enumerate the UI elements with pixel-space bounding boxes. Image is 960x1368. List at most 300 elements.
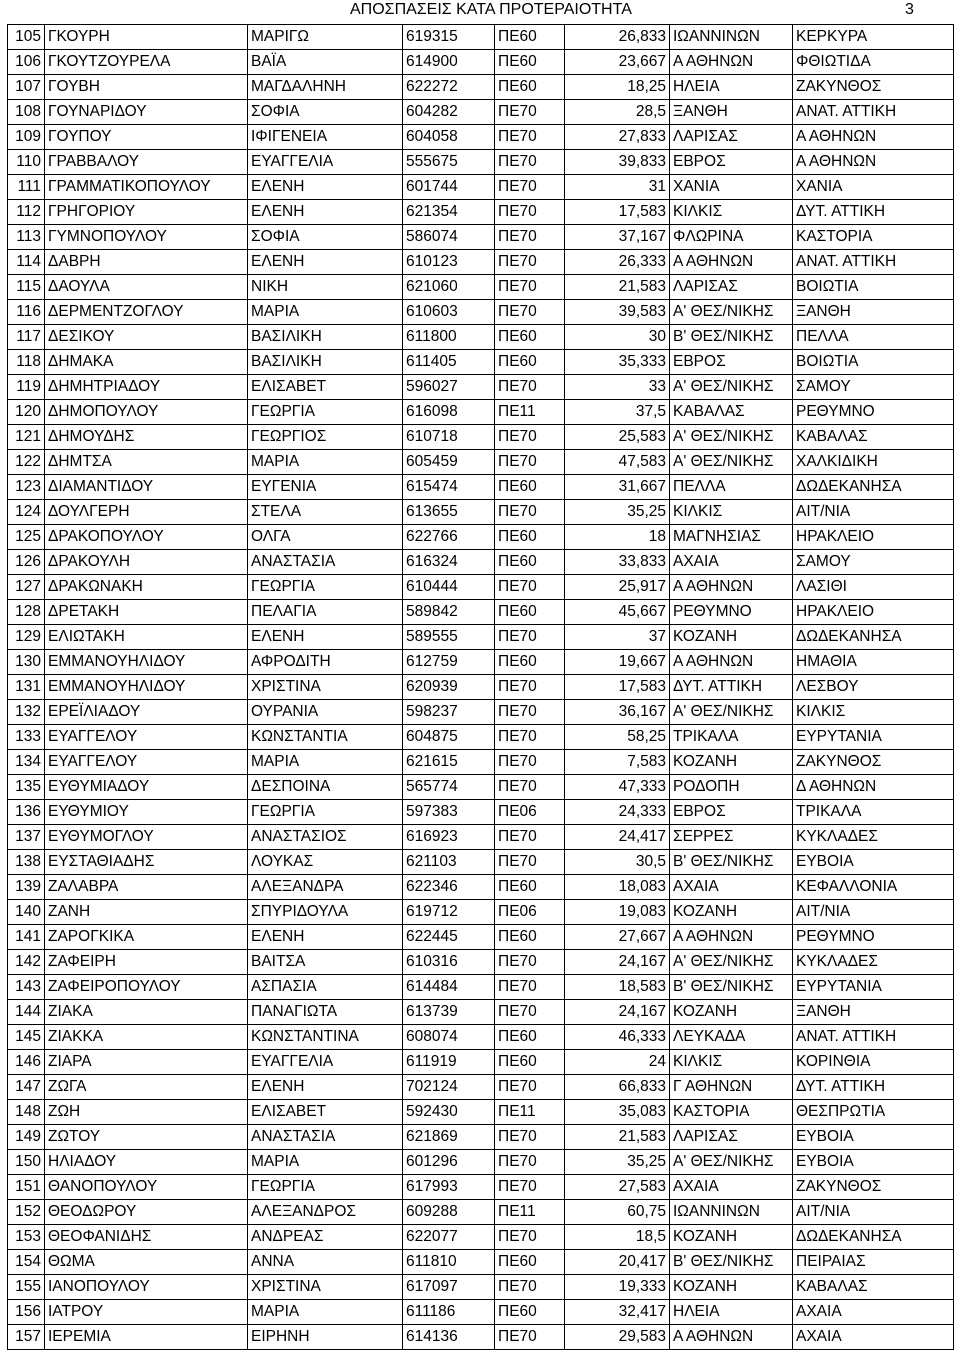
destination-region-cell: ΕΥΒΟΙΑ [793, 1150, 954, 1175]
destination-region-cell: ΠΕΛΛΑ [793, 325, 954, 350]
origin-region-cell: Α ΑΘΗΝΩΝ [670, 50, 793, 75]
score-cell: 37,167 [565, 225, 670, 250]
registry-number-cell: 605459 [403, 450, 495, 475]
first-name-cell: ΕΥΓΕΝΙΑ [248, 475, 403, 500]
origin-region-cell: ΦΛΩΡΙΝΑ [670, 225, 793, 250]
row-number-cell: 145 [8, 1025, 45, 1050]
destination-region-cell: ΒΟΙΩΤΙΑ [793, 275, 954, 300]
score-cell: 19,667 [565, 650, 670, 675]
destination-region-cell: ΣΑΜΟΥ [793, 375, 954, 400]
surname-cell: ΕΛΙΩΤΑΚΗ [45, 625, 248, 650]
row-number-cell: 149 [8, 1125, 45, 1150]
specialty-cell: ΠΕ60 [495, 1250, 565, 1275]
surname-cell: ΖΩΓΑ [45, 1075, 248, 1100]
first-name-cell: ΚΩΝΣΤΑΝΤΙΝΑ [248, 1025, 403, 1050]
registry-number-cell: 614136 [403, 1325, 495, 1350]
score-cell: 58,25 [565, 725, 670, 750]
origin-region-cell: ΑΧΑΙΑ [670, 875, 793, 900]
score-cell: 60,75 [565, 1200, 670, 1225]
first-name-cell: ΑΦΡΟΔΙΤΗ [248, 650, 403, 675]
table-row [8, 350, 954, 375]
surname-cell: ΖΙΑΡΑ [45, 1050, 248, 1075]
origin-region-cell: ΚΟΖΑΝΗ [670, 900, 793, 925]
first-name-cell: ΧΡΙΣΤΙΝΑ [248, 675, 403, 700]
row-number-cell: 143 [8, 975, 45, 1000]
origin-region-cell: Α' ΘΕΣ/ΝΙΚΗΣ [670, 950, 793, 975]
row-number-cell: 109 [8, 125, 45, 150]
registry-number-cell: 592430 [403, 1100, 495, 1125]
page-header [0, 0, 960, 24]
destination-region-cell: ΕΥΡΥΤΑΝΙΑ [793, 725, 954, 750]
origin-region-cell: ΕΒΡΟΣ [670, 350, 793, 375]
destination-region-cell: Α ΑΘΗΝΩΝ [793, 125, 954, 150]
registry-number-cell: 610444 [403, 575, 495, 600]
origin-region-cell: ΛΕΥΚΑΔΑ [670, 1025, 793, 1050]
specialty-cell: ΠΕ70 [495, 200, 565, 225]
destination-region-cell: ΛΑΣΙΘΙ [793, 575, 954, 600]
table-row [8, 100, 954, 125]
surname-cell: ΖΑΦΕΙΡΗ [45, 950, 248, 975]
score-cell: 7,583 [565, 750, 670, 775]
surname-cell: ΓΚΟΥΡΗ [45, 25, 248, 50]
surname-cell: ΔΡΑΚΟΠΟΥΛΟΥ [45, 525, 248, 550]
surname-cell: ΔΙΑΜΑΝΤΙΔΟΥ [45, 475, 248, 500]
registry-number-cell: 610718 [403, 425, 495, 450]
origin-region-cell: ΚΟΖΑΝΗ [670, 625, 793, 650]
first-name-cell: ΑΝΑΣΤΑΣΙΟΣ [248, 825, 403, 850]
score-cell: 32,417 [565, 1300, 670, 1325]
first-name-cell: ΟΥΡΑΝΙΑ [248, 700, 403, 725]
row-number-cell: 138 [8, 850, 45, 875]
surname-cell: ΕΥΘΥΜΙΑΔΟΥ [45, 775, 248, 800]
first-name-cell: ΑΛΕΞΑΝΔΡΟΣ [248, 1200, 403, 1225]
origin-region-cell: ΗΛΕΙΑ [670, 1300, 793, 1325]
origin-region-cell: ΛΑΡΙΣΑΣ [670, 275, 793, 300]
row-number-cell: 108 [8, 100, 45, 125]
table-row [8, 1300, 954, 1325]
origin-region-cell: Α' ΘΕΣ/ΝΙΚΗΣ [670, 375, 793, 400]
table-row [8, 50, 954, 75]
specialty-cell: ΠΕ11 [495, 1100, 565, 1125]
destination-region-cell: ΚΕΡΚΥΡΑ [793, 25, 954, 50]
destination-region-cell: ΛΕΣΒΟΥ [793, 675, 954, 700]
surname-cell: ΓΥΜΝΟΠΟΥΛΟΥ [45, 225, 248, 250]
origin-region-cell: ΧΑΝΙΑ [670, 175, 793, 200]
registry-number-cell: 601744 [403, 175, 495, 200]
row-number-cell: 129 [8, 625, 45, 650]
table-row [8, 675, 954, 700]
first-name-cell: ΕΛΕΝΗ [248, 175, 403, 200]
row-number-cell: 131 [8, 675, 45, 700]
row-number-cell: 146 [8, 1050, 45, 1075]
specialty-cell: ΠΕ70 [495, 575, 565, 600]
registry-number-cell: 604058 [403, 125, 495, 150]
registry-number-cell: 601296 [403, 1150, 495, 1175]
registry-number-cell: 610123 [403, 250, 495, 275]
specialty-cell: ΠΕ06 [495, 900, 565, 925]
destination-region-cell: ΗΜΑΘΙΑ [793, 650, 954, 675]
row-number-cell: 124 [8, 500, 45, 525]
score-cell: 21,583 [565, 275, 670, 300]
table-row [8, 1250, 954, 1275]
row-number-cell: 151 [8, 1175, 45, 1200]
registry-number-cell: 702124 [403, 1075, 495, 1100]
table-row [8, 1225, 954, 1250]
row-number-cell: 118 [8, 350, 45, 375]
origin-region-cell: Α ΑΘΗΝΩΝ [670, 650, 793, 675]
first-name-cell: ΣΟΦΙΑ [248, 100, 403, 125]
destination-region-cell: ΔΩΔΕΚΑΝΗΣΑ [793, 475, 954, 500]
table-row [8, 300, 954, 325]
score-cell: 25,583 [565, 425, 670, 450]
registry-number-cell: 596027 [403, 375, 495, 400]
first-name-cell: ΕΛΙΣΑΒΕΤ [248, 375, 403, 400]
row-number-cell: 137 [8, 825, 45, 850]
row-number-cell: 133 [8, 725, 45, 750]
first-name-cell: ΕΛΕΝΗ [248, 200, 403, 225]
destination-region-cell: ΔΥΤ. ΑΤΤΙΚΗ [793, 1075, 954, 1100]
first-name-cell: ΒΑΣΙΛΙΚΗ [248, 325, 403, 350]
destination-region-cell: ΑΝΑΤ. ΑΤΤΙΚΗ [793, 100, 954, 125]
first-name-cell: ΜΑΡΙΓΩ [248, 25, 403, 50]
surname-cell: ΙΕΡΕΜΙΑ [45, 1325, 248, 1350]
surname-cell: ΙΑΤΡΟΥ [45, 1300, 248, 1325]
first-name-cell: ΑΣΠΑΣΙΑ [248, 975, 403, 1000]
destination-region-cell: ΚΑΣΤΟΡΙΑ [793, 225, 954, 250]
registry-number-cell: 612759 [403, 650, 495, 675]
row-number-cell: 112 [8, 200, 45, 225]
row-number-cell: 107 [8, 75, 45, 100]
registry-number-cell: 620939 [403, 675, 495, 700]
surname-cell: ΔΗΜΑΚΑ [45, 350, 248, 375]
specialty-cell: ΠΕ70 [495, 625, 565, 650]
surname-cell: ΖΩΤΟΥ [45, 1125, 248, 1150]
row-number-cell: 130 [8, 650, 45, 675]
first-name-cell: ΒΑΪΑ [248, 50, 403, 75]
surname-cell: ΔΑΒΡΗ [45, 250, 248, 275]
surname-cell: ΔΑΟΥΛΑ [45, 275, 248, 300]
score-cell: 30 [565, 325, 670, 350]
destination-region-cell: ΑΝΑΤ. ΑΤΤΙΚΗ [793, 250, 954, 275]
surname-cell: ΕΥΘΥΜΟΓΛΟΥ [45, 825, 248, 850]
destination-region-cell: Α ΑΘΗΝΩΝ [793, 150, 954, 175]
destination-region-cell: Δ ΑΘΗΝΩΝ [793, 775, 954, 800]
registry-number-cell: 622272 [403, 75, 495, 100]
surname-cell: ΗΛΙΑΔΟΥ [45, 1150, 248, 1175]
first-name-cell: ΑΝΔΡΕΑΣ [248, 1225, 403, 1250]
first-name-cell: ΜΑΡΙΑ [248, 1150, 403, 1175]
registry-number-cell: 598237 [403, 700, 495, 725]
score-cell: 21,583 [565, 1125, 670, 1150]
specialty-cell: ΠΕ70 [495, 1000, 565, 1025]
table-row [8, 1000, 954, 1025]
origin-region-cell: ΜΑΓΝΗΣΙΑΣ [670, 525, 793, 550]
specialty-cell: ΠΕ60 [495, 550, 565, 575]
surname-cell: ΕΜΜΑΝΟΥΗΛΙΔΟΥ [45, 650, 248, 675]
surname-cell: ΔΗΜΟΠΟΥΛΟΥ [45, 400, 248, 425]
score-cell: 27,833 [565, 125, 670, 150]
table-row [8, 600, 954, 625]
first-name-cell: ΕΛΕΝΗ [248, 250, 403, 275]
origin-region-cell: ΡΟΔΟΠΗ [670, 775, 793, 800]
table-row [8, 225, 954, 250]
score-cell: 24 [565, 1050, 670, 1075]
row-number-cell: 123 [8, 475, 45, 500]
first-name-cell: ΕΙΡΗΝΗ [248, 1325, 403, 1350]
origin-region-cell: Α ΑΘΗΝΩΝ [670, 250, 793, 275]
row-number-cell: 128 [8, 600, 45, 625]
origin-region-cell: ΞΑΝΘΗ [670, 100, 793, 125]
surname-cell: ΘΩΜΑ [45, 1250, 248, 1275]
specialty-cell: ΠΕ70 [495, 1325, 565, 1350]
registry-number-cell: 616098 [403, 400, 495, 425]
surname-cell: ΔΡΑΚΩΝΑΚΗ [45, 575, 248, 600]
score-cell: 18 [565, 525, 670, 550]
table-row [8, 250, 954, 275]
surname-cell: ΖΩΗ [45, 1100, 248, 1125]
score-cell: 46,333 [565, 1025, 670, 1050]
row-number-cell: 125 [8, 525, 45, 550]
row-number-cell: 140 [8, 900, 45, 925]
registry-number-cell: 611810 [403, 1250, 495, 1275]
destination-region-cell: ΖΑΚΥΝΘΟΣ [793, 75, 954, 100]
registry-number-cell: 610316 [403, 950, 495, 975]
score-cell: 47,333 [565, 775, 670, 800]
origin-region-cell: ΤΡΙΚΑΛΑ [670, 725, 793, 750]
destination-region-cell: ΧΑΛΚΙΔΙΚΗ [793, 450, 954, 475]
destination-region-cell: ΔΥΤ. ΑΤΤΙΚΗ [793, 200, 954, 225]
surname-cell: ΓΟΥΝΑΡΙΔΟΥ [45, 100, 248, 125]
origin-region-cell: Β' ΘΕΣ/ΝΙΚΗΣ [670, 975, 793, 1000]
origin-region-cell: Β' ΘΕΣ/ΝΙΚΗΣ [670, 850, 793, 875]
origin-region-cell: ΚΙΛΚΙΣ [670, 1050, 793, 1075]
specialty-cell: ΠΕ70 [495, 850, 565, 875]
row-number-cell: 157 [8, 1325, 45, 1350]
table-row [8, 575, 954, 600]
specialty-cell: ΠΕ70 [495, 725, 565, 750]
page-title: ΑΠΟΣΠΑΣΕΙΣ ΚΑΤΑ ΠΡΟΤΕΡΑΙΟΤΗΤΑ [350, 1, 632, 18]
specialty-cell: ΠΕ70 [495, 1225, 565, 1250]
table-row [8, 75, 954, 100]
surname-cell: ΓΟΥΒΗ [45, 75, 248, 100]
surname-cell: ΕΥΘΥΜΙΟΥ [45, 800, 248, 825]
first-name-cell: ΝΙΚΗ [248, 275, 403, 300]
first-name-cell: ΜΑΓΔΑΛΗΝΗ [248, 75, 403, 100]
destination-region-cell: ΠΕΙΡΑΙΑΣ [793, 1250, 954, 1275]
origin-region-cell: ΑΧΑΙΑ [670, 1175, 793, 1200]
first-name-cell: ΟΛΓΑ [248, 525, 403, 550]
surname-cell: ΕΥΣΤΑΘΙΑΔΗΣ [45, 850, 248, 875]
origin-region-cell: Α ΑΘΗΝΩΝ [670, 1325, 793, 1350]
row-number-cell: 117 [8, 325, 45, 350]
score-cell: 19,333 [565, 1275, 670, 1300]
first-name-cell: ΒΑΣΙΛΙΚΗ [248, 350, 403, 375]
specialty-cell: ΠΕ70 [495, 275, 565, 300]
first-name-cell: ΓΕΩΡΓΙΑ [248, 1175, 403, 1200]
score-cell: 35,25 [565, 500, 670, 525]
specialty-cell: ΠΕ70 [495, 500, 565, 525]
registry-number-cell: 614484 [403, 975, 495, 1000]
table-row [8, 850, 954, 875]
destination-region-cell: ΑΙΤ/ΝΙΑ [793, 500, 954, 525]
row-number-cell: 154 [8, 1250, 45, 1275]
table-row [8, 750, 954, 775]
surname-cell: ΖΑΛΑΒΡΑ [45, 875, 248, 900]
origin-region-cell: Β' ΘΕΣ/ΝΙΚΗΣ [670, 1250, 793, 1275]
origin-region-cell: ΚΑΒΑΛΑΣ [670, 400, 793, 425]
row-number-cell: 148 [8, 1100, 45, 1125]
specialty-cell: ΠΕ60 [495, 75, 565, 100]
destination-region-cell: ΦΘΙΩΤΙΔΑ [793, 50, 954, 75]
registry-number-cell: 622766 [403, 525, 495, 550]
registry-number-cell: 622445 [403, 925, 495, 950]
first-name-cell: ΕΥΑΓΓΕΛΙΑ [248, 150, 403, 175]
row-number-cell: 113 [8, 225, 45, 250]
first-name-cell: ΓΕΩΡΓΙΑ [248, 575, 403, 600]
origin-region-cell: ΗΛΕΙΑ [670, 75, 793, 100]
surname-cell: ΔΗΜΤΣΑ [45, 450, 248, 475]
first-name-cell: ΑΝΝΑ [248, 1250, 403, 1275]
surname-cell: ΔΗΜΗΤΡΙΑΔΟΥ [45, 375, 248, 400]
surname-cell: ΔΡΑΚΟΥΛΗ [45, 550, 248, 575]
first-name-cell: ΠΑΝΑΓΙΩΤΑ [248, 1000, 403, 1025]
surname-cell: ΖΑΝΗ [45, 900, 248, 925]
registry-number-cell: 608074 [403, 1025, 495, 1050]
origin-region-cell: ΕΒΡΟΣ [670, 150, 793, 175]
specialty-cell: ΠΕ70 [495, 250, 565, 275]
score-cell: 35,25 [565, 1150, 670, 1175]
table-row [8, 975, 954, 1000]
row-number-cell: 153 [8, 1225, 45, 1250]
destination-region-cell: ΚΟΡΙΝΘΙΑ [793, 1050, 954, 1075]
specialty-cell: ΠΕ60 [495, 1300, 565, 1325]
surname-cell: ΕΥΑΓΓΕΛΟΥ [45, 725, 248, 750]
destination-region-cell: ΡΕΘΥΜΝΟ [793, 925, 954, 950]
registry-number-cell: 604875 [403, 725, 495, 750]
specialty-cell: ΠΕ60 [495, 475, 565, 500]
row-number-cell: 127 [8, 575, 45, 600]
origin-region-cell: ΚΙΛΚΙΣ [670, 200, 793, 225]
score-cell: 45,667 [565, 600, 670, 625]
surname-cell: ΔΟΥΛΓΕΡΗ [45, 500, 248, 525]
registry-number-cell: 616923 [403, 825, 495, 850]
table-row [8, 450, 954, 475]
destination-region-cell: ΑΙΤ/ΝΙΑ [793, 900, 954, 925]
score-cell: 25,917 [565, 575, 670, 600]
table-row [8, 150, 954, 175]
registry-number-cell: 621060 [403, 275, 495, 300]
destination-region-cell: ΤΡΙΚΑΛΑ [793, 800, 954, 825]
specialty-cell: ΠΕ60 [495, 1050, 565, 1075]
first-name-cell: ΑΝΑΣΤΑΣΙΑ [248, 550, 403, 575]
table-row [8, 500, 954, 525]
registry-number-cell: 586074 [403, 225, 495, 250]
row-number-cell: 150 [8, 1150, 45, 1175]
first-name-cell: ΜΑΡΙΑ [248, 300, 403, 325]
score-cell: 35,333 [565, 350, 670, 375]
registry-number-cell: 613739 [403, 1000, 495, 1025]
destination-region-cell: ΑΧΑΙΑ [793, 1325, 954, 1350]
score-cell: 17,583 [565, 200, 670, 225]
first-name-cell: ΑΛΕΞΑΝΔΡΑ [248, 875, 403, 900]
specialty-cell: ΠΕ70 [495, 125, 565, 150]
first-name-cell: ΣΠΥΡΙΔΟΥΛΑ [248, 900, 403, 925]
surname-cell: ΘΕΟΦΑΝΙΔΗΣ [45, 1225, 248, 1250]
secondment-table [7, 24, 954, 1350]
first-name-cell: ΕΥΑΓΓΕΛΙΑ [248, 1050, 403, 1075]
score-cell: 24,167 [565, 1000, 670, 1025]
score-cell: 33 [565, 375, 670, 400]
score-cell: 26,833 [565, 25, 670, 50]
surname-cell: ΘΑΝΟΠΟΥΛΟΥ [45, 1175, 248, 1200]
origin-region-cell: Α' ΘΕΣ/ΝΙΚΗΣ [670, 450, 793, 475]
specialty-cell: ΠΕ70 [495, 150, 565, 175]
first-name-cell: ΕΛΙΣΑΒΕΤ [248, 1100, 403, 1125]
score-cell: 29,583 [565, 1325, 670, 1350]
row-number-cell: 156 [8, 1300, 45, 1325]
registry-number-cell: 619315 [403, 25, 495, 50]
surname-cell: ΕΥΑΓΓΕΛΟΥ [45, 750, 248, 775]
registry-number-cell: 617097 [403, 1275, 495, 1300]
destination-region-cell: ΚΑΒΑΛΑΣ [793, 1275, 954, 1300]
origin-region-cell: Β' ΘΕΣ/ΝΙΚΗΣ [670, 325, 793, 350]
first-name-cell: ΓΕΩΡΓΙΑ [248, 400, 403, 425]
specialty-cell: ΠΕ70 [495, 450, 565, 475]
score-cell: 18,083 [565, 875, 670, 900]
specialty-cell: ΠΕ70 [495, 375, 565, 400]
specialty-cell: ΠΕ70 [495, 1125, 565, 1150]
destination-region-cell: ΗΡΑΚΛΕΙΟ [793, 600, 954, 625]
specialty-cell: ΠΕ70 [495, 975, 565, 1000]
first-name-cell: ΓΕΩΡΓΙΟΣ [248, 425, 403, 450]
surname-cell: ΖΙΑΚΚΑ [45, 1025, 248, 1050]
destination-region-cell: ΞΑΝΘΗ [793, 300, 954, 325]
score-cell: 47,583 [565, 450, 670, 475]
row-number-cell: 126 [8, 550, 45, 575]
origin-region-cell: ΛΑΡΙΣΑΣ [670, 125, 793, 150]
row-number-cell: 111 [8, 175, 45, 200]
destination-region-cell: ΑΝΑΤ. ΑΤΤΙΚΗ [793, 1025, 954, 1050]
registry-number-cell: 609288 [403, 1200, 495, 1225]
surname-cell: ΙΑΝΟΠΟΥΛΟΥ [45, 1275, 248, 1300]
table-row [8, 525, 954, 550]
score-cell: 66,833 [565, 1075, 670, 1100]
table-row [8, 475, 954, 500]
specialty-cell: ΠΕ60 [495, 650, 565, 675]
row-number-cell: 136 [8, 800, 45, 825]
table-body [8, 25, 954, 1350]
registry-number-cell: 621869 [403, 1125, 495, 1150]
score-cell: 20,417 [565, 1250, 670, 1275]
first-name-cell: ΜΑΡΙΑ [248, 1300, 403, 1325]
destination-region-cell: ΕΥΒΟΙΑ [793, 850, 954, 875]
table-row [8, 1150, 954, 1175]
surname-cell: ΕΜΜΑΝΟΥΗΛΙΔΟΥ [45, 675, 248, 700]
row-number-cell: 110 [8, 150, 45, 175]
table-row [8, 325, 954, 350]
specialty-cell: ΠΕ70 [495, 300, 565, 325]
destination-region-cell: ΑΙΤ/ΝΙΑ [793, 1200, 954, 1225]
destination-region-cell: ΗΡΑΚΛΕΙΟ [793, 525, 954, 550]
first-name-cell: ΙΦΙΓΕΝΕΙΑ [248, 125, 403, 150]
registry-number-cell: 589555 [403, 625, 495, 650]
first-name-cell: ΑΝΑΣΤΑΣΙΑ [248, 1125, 403, 1150]
origin-region-cell: Γ ΑΘΗΝΩΝ [670, 1075, 793, 1100]
first-name-cell: ΓΕΩΡΓΙΑ [248, 800, 403, 825]
score-cell: 30,5 [565, 850, 670, 875]
origin-region-cell: Α' ΘΕΣ/ΝΙΚΗΣ [670, 300, 793, 325]
row-number-cell: 139 [8, 875, 45, 900]
